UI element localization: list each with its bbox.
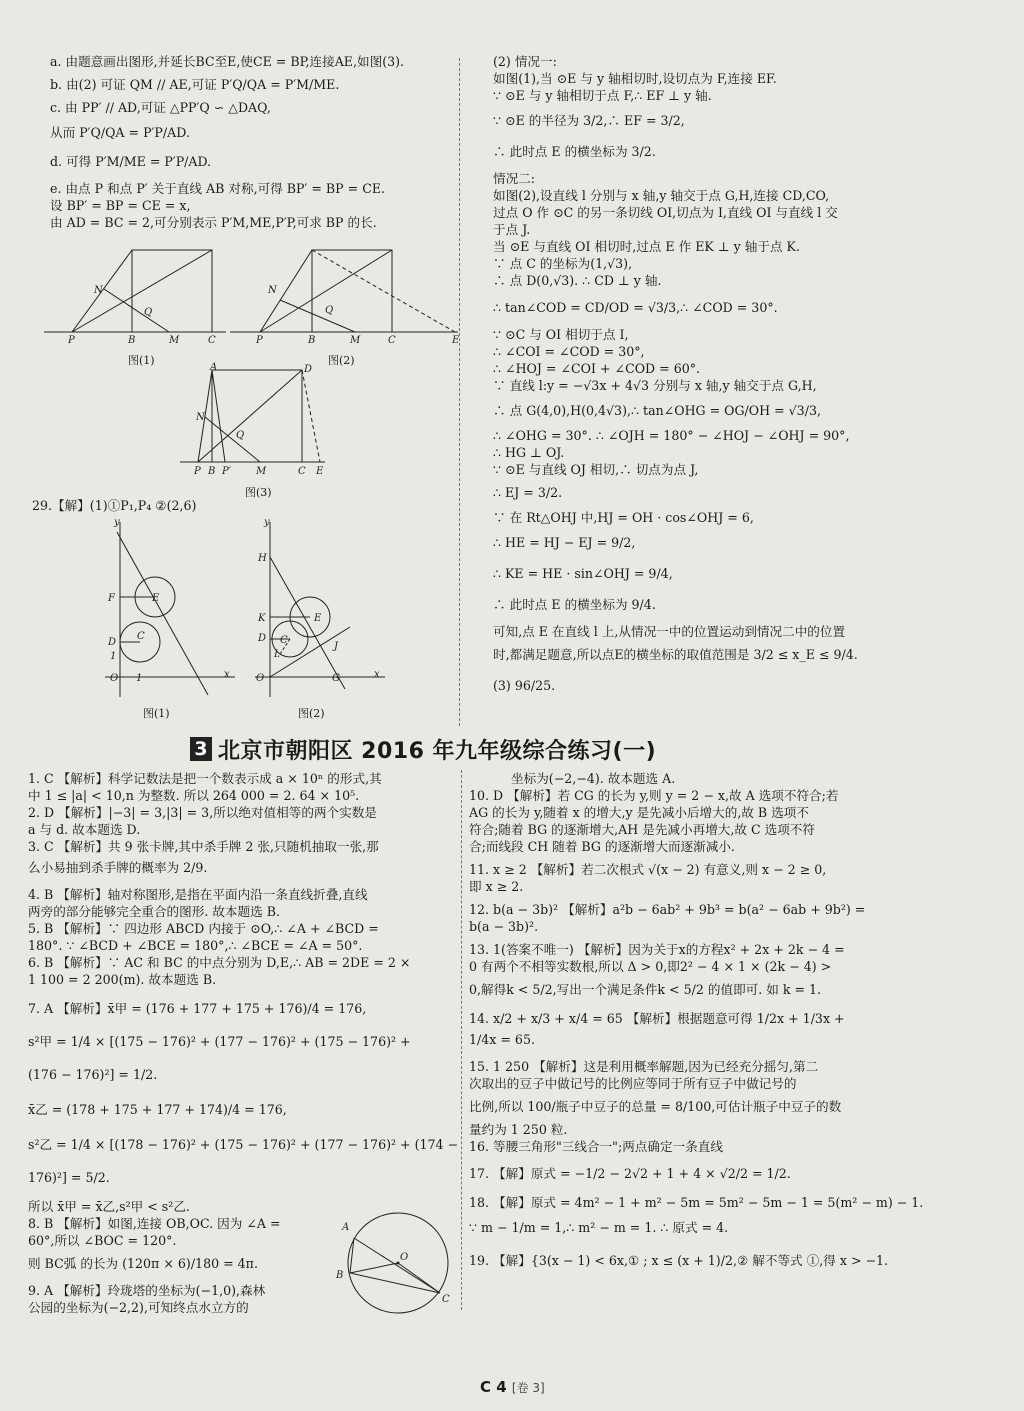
text-line: 19. 【解】{3(x − 1) < 6x,① ; x ≤ (x + 1)/2,② 解不等式 ①,得 x > −1.: [469, 1253, 889, 1268]
svg-text:C: C: [208, 335, 216, 345]
text-line: s²乙 = 1/4 × [(178 − 176)² + (175 − 176)² + (177 − 176)² + (174 −: [28, 1137, 459, 1152]
text-line: ∵ ⊙C 与 OI 相切于点 I,: [493, 327, 629, 342]
svg-text:K: K: [258, 613, 266, 624]
svg-text:O: O: [256, 673, 265, 684]
svg-text:Q: Q: [236, 430, 245, 441]
text-line: ∵ m − 1/m = 1,∴ m² − m = 1. ∴ 原式 = 4.: [469, 1220, 729, 1235]
text-line: (176 − 176)²] = 1/2.: [28, 1067, 158, 1082]
text-line: ∵ ⊙E 与 y 轴相切于点 F,∴ EF ⊥ y 轴.: [493, 88, 712, 103]
text-line: ∴ KE = HE · sin∠OHJ = 9/4,: [493, 566, 673, 581]
svg-text:E: E: [316, 466, 324, 477]
text-line: x̄乙 = (178 + 175 + 177 + 174)/4 = 176,: [28, 1102, 287, 1117]
section-number: 3: [190, 737, 212, 761]
text-line: ∴ 点 D(0,√3). ∴ CD ⊥ y 轴.: [493, 273, 662, 288]
text-line: d. 可得 P′M/ME = P′P/AD.: [50, 154, 212, 169]
text-line: 0 有两个不相等实数根,所以 Δ > 0,即2² − 4 × 1 × (2k − 4) >: [469, 959, 832, 974]
text-line: a. 由题意画出图形,并延长BC至E,使CE = BP,连接AE,如图(3).: [50, 54, 405, 69]
text-line: AG 的长为 y,随着 x 的增大,y 是先减小后增大的,故 B 选项不: [469, 805, 809, 820]
svg-text:M: M: [169, 335, 180, 345]
figure-caption: 图(2): [298, 707, 325, 720]
text-line: 176)²] = 5/2.: [28, 1170, 110, 1185]
text-line: ∵ 点 C 的坐标为(1,√3),: [493, 256, 633, 271]
svg-text:P: P: [256, 335, 263, 345]
svg-text:M: M: [256, 466, 267, 477]
circle-figure: [330, 1208, 460, 1320]
text-line: (3) 96/25.: [493, 678, 556, 693]
svg-text:F: F: [108, 593, 115, 604]
text-line: 次取出的豆子中做记号的比例应等同于所有豆子中做记号的: [469, 1076, 797, 1091]
text-line: ∴ ∠COI = ∠COD = 30°,: [493, 344, 645, 359]
text-line: 14. x/2 + x/3 + x/4 = 65 【解析】根据题意可得 1/2x + 1/3x +: [469, 1011, 845, 1026]
text-line: 情况二:: [493, 171, 536, 186]
text-line: 两旁的部分能够完全重合的图形. 故本题选 B.: [28, 904, 280, 919]
svg-text:A: A: [210, 362, 218, 373]
text-line: 可知,点 E 在直线 l 上,从情况一中的位置运动到情况二中的位置: [493, 624, 846, 639]
text-line: 于点 J.: [493, 222, 531, 237]
text-line: ∴ HG ⊥ OJ.: [493, 445, 565, 460]
coordinate-figure-2: [250, 517, 390, 702]
text-line: 即 x ≥ 2.: [469, 879, 524, 894]
section-banner: [190, 734, 656, 764]
svg-text:E: E: [452, 335, 460, 345]
svg-text:G: G: [332, 673, 340, 684]
text-line: ∴ ∠HOJ = ∠COI + ∠COD = 60°.: [493, 361, 701, 376]
text-line: ∵ 直线 l:y = −√3x + 4√3 分别与 x 轴,y 轴交于点 G,H,: [493, 378, 817, 393]
text-line: 比例,所以 100/瓶子中豆子的总量 = 8/100,可估计瓶子中豆子的数: [469, 1099, 842, 1114]
svg-text:C: C: [442, 1294, 450, 1305]
text-line: e. 由点 P 和点 P′ 关于直线 AB 对称,可得 BP′ = BP = CE.: [50, 181, 386, 196]
text-line: 15. 1 250 【解析】这是利用概率解题,因为已经充分摇匀,第二: [469, 1059, 819, 1074]
svg-text:B: B: [208, 466, 216, 477]
text-line: 5. B 【解析】∵ 四边形 ABCD 内接于 ⊙O,∴ ∠A + ∠BCD =: [28, 921, 379, 936]
svg-text:P: P: [68, 335, 75, 345]
text-line: 8. B 【解析】如图,连接 OB,OC. 因为 ∠A =: [28, 1216, 281, 1231]
text-line: 7. A 【解析】x̄甲 = (176 + 177 + 175 + 176)/4 = 176,: [28, 1001, 367, 1016]
svg-text:N: N: [94, 285, 103, 296]
text-line: 16. 等腰三角形"三线合一";两点确定一条直线: [469, 1139, 723, 1154]
text-line: (2) 情况一:: [493, 54, 557, 69]
right-top-text: [493, 53, 898, 694]
svg-text:D: D: [108, 637, 117, 648]
column-divider: [461, 770, 462, 1310]
text-line: ∵ ⊙E 的半径为 3/2,∴ EF = 3/2,: [493, 113, 685, 128]
text-line: 设 BP′ = BP = CE = x,: [50, 198, 191, 213]
text-line: 9. A 【解析】玲珑塔的坐标为(−1,0),森林: [28, 1283, 266, 1298]
text-line: 过点 O 作 ⊙C 的另一条切线 OI,切点为 I,直线 OI 与直线 l 交: [493, 205, 838, 220]
svg-text:C: C: [280, 635, 288, 646]
text-line: 18. 【解】原式 = 4m² − 1 + m² − 5m = 5m² − 5m − 1 = 5(m² − m) − 1.: [469, 1195, 924, 1210]
text-line: ∴ 此时点 E 的横坐标为 9/4.: [493, 597, 656, 612]
geometry-figure-1: [44, 245, 229, 345]
svg-text:y: y: [264, 517, 270, 528]
svg-text:1: 1: [136, 673, 143, 684]
svg-text:1: 1: [110, 651, 117, 662]
svg-text:C: C: [137, 631, 145, 642]
text-line: 合;而线段 CH 随着 BG 的逐渐增大而逐渐减小.: [469, 839, 735, 854]
text-line: 60°,所以 ∠BOC = 120°.: [28, 1233, 177, 1248]
text-line: 6. B 【解析】∵ AC 和 BC 的中点分别为 D,E,∴ AB = 2DE = 2 ×: [28, 955, 411, 970]
text-line: b. 由(2) 可证 QM // AE,可证 P′Q/QA = P′M/ME.: [50, 77, 340, 92]
text-line: c. 由 PP′ // AD,可证 △PP′Q ∽ △DAQ,: [50, 100, 271, 115]
left-top-text: [50, 53, 455, 231]
volume-label: [卷 3]: [511, 1381, 545, 1395]
text-line: ∴ HE = HJ − EJ = 9/2,: [493, 535, 636, 550]
text-line: ∵ ⊙E 与直线 OJ 相切,∴ 切点为点 J,: [493, 462, 699, 477]
text-line: 17. 【解】原式 = −1/2 − 2√2 + 1 + 4 × √2/2 = 1/2.: [469, 1166, 791, 1181]
text-line: 0,解得k < 5/2,写出一个满足条件k < 5/2 的值即可. 如 k = 1.: [469, 982, 822, 997]
text-line: 12. b(a − 3b)² 【解析】a²b − 6ab² + 9b³ = b(a² − 6ab + 9b²) =: [469, 902, 866, 917]
text-line: 13. 1(答案不唯一) 【解析】因为关于x的方程x² + 2x + 2k − 4 =: [469, 942, 845, 957]
svg-text:A: A: [342, 1222, 350, 1233]
text-line: 中 1 ≤ |a| < 10,n 为整数. 所以 264 000 = 2. 64 × 10⁵.: [28, 788, 360, 803]
svg-text:P: P: [194, 466, 201, 477]
text-line: ∴ tan∠COD = CD/OD = √3/3,∴ ∠COD = 30°.: [493, 300, 778, 315]
svg-text:Q: Q: [144, 307, 153, 318]
column-divider: [459, 58, 460, 726]
text-line: 29.【解】(1)①P₁,P₄ ②(2,6): [32, 498, 197, 513]
text-line: ∴ 此时点 E 的横坐标为 3/2.: [493, 144, 656, 159]
page-number: C 4: [480, 1378, 507, 1396]
text-line: 么小易抽到杀手牌的概率为 2/9.: [28, 860, 208, 875]
text-line: 时,都满足题意,所以点E的横坐标的取值范围是 3/2 ≤ x_E ≤ 9/4.: [493, 647, 858, 662]
figure-caption: 图(1): [143, 707, 170, 720]
text-line: 180°. ∵ ∠BCD + ∠BCE = 180°,∴ ∠BCE = ∠A = 50°.: [28, 938, 363, 953]
text-line: 如图(1),当 ⊙E 与 y 轴相切时,设切点为 F,连接 EF.: [493, 71, 777, 86]
svg-text:C: C: [388, 335, 396, 345]
svg-text:H: H: [258, 553, 267, 564]
text-line: 符合;随着 BG 的逐渐增大,AH 是先减小再增大,故 C 选项不符: [469, 822, 815, 837]
svg-text:M: M: [350, 335, 361, 345]
text-line: 从而 P′Q/QA = P′P/AD.: [50, 125, 190, 140]
text-line: 所以 x̄甲 = x̄乙,s²甲 < s²乙.: [28, 1199, 190, 1214]
text-line: 1. C 【解析】科学记数法是把一个数表示成 a × 10ⁿ 的形式,其: [28, 771, 382, 786]
svg-text:O: O: [400, 1252, 409, 1263]
coordinate-figure-1: [100, 517, 240, 702]
svg-text:x: x: [374, 669, 380, 680]
text-line: 如图(2),设直线 l 分别与 x 轴,y 轴交于点 G,H,连接 CD,CO,: [493, 188, 830, 203]
figure-caption: 图(3): [245, 486, 272, 499]
svg-text:E: E: [314, 613, 322, 624]
text-line: ∴ EJ = 3/2.: [493, 485, 563, 500]
figure-caption: 图(2): [328, 354, 355, 367]
question-29: [32, 497, 196, 514]
text-line: a 与 d. 故本题选 D.: [28, 822, 141, 837]
svg-text:N: N: [196, 412, 205, 423]
text-line: ∴ 点 G(4,0),H(0,4√3),∴ tan∠OHG = OG/OH = √3/3,: [493, 403, 821, 418]
text-line: 量约为 1 250 粒.: [469, 1122, 568, 1137]
section-title: 北京市朝阳区 2016 年九年级综合练习(一): [218, 738, 657, 764]
text-line: 由 AD = BC = 2,可分别表示 P′M,ME,P′P,可求 BP 的长.: [50, 215, 377, 230]
text-line: 2. D 【解析】|−3| = 3,|3| = 3,所以绝对值相等的两个实数是: [28, 805, 377, 820]
text-line: ∴ ∠OHG = 30°. ∴ ∠OJH = 180° − ∠HOJ − ∠OHJ = 90°,: [493, 428, 850, 443]
text-line: 公园的坐标为(−2,2),可知终点水立方的: [28, 1300, 249, 1315]
text-line: 4. B 【解析】轴对称图形,是指在平面内沿一条直线折叠,直线: [28, 887, 368, 902]
text-line: 坐标为(−2,−4). 故本题选 A.: [511, 771, 676, 786]
svg-text:P′: P′: [222, 466, 231, 477]
text-line: ∵ 在 Rt△OHJ 中,HJ = OH · cos∠OHJ = 6,: [493, 510, 754, 525]
figure-caption: 图(1): [128, 354, 155, 367]
svg-text:B: B: [128, 335, 136, 345]
svg-text:B: B: [336, 1270, 344, 1281]
svg-text:J: J: [334, 641, 339, 652]
svg-text:Q: Q: [325, 305, 334, 316]
text-line: s²甲 = 1/4 × [(175 − 176)² + (177 − 176)² + (175 − 176)² +: [28, 1034, 411, 1049]
text-line: 当 ⊙E 与直线 OI 相切时,过点 E 作 EK ⊥ y 轴于点 K.: [493, 239, 800, 254]
svg-text:y: y: [114, 517, 120, 528]
page-footer: [480, 1378, 545, 1396]
svg-text:I: I: [274, 649, 278, 660]
text-line: b(a − 3b)².: [469, 919, 539, 934]
svg-text:D: D: [258, 633, 267, 644]
text-line: 3. C 【解析】共 9 张卡牌,其中杀手牌 2 张,只随机抽取一张,那: [28, 839, 379, 854]
geometry-figure-3: [180, 362, 330, 480]
svg-text:E: E: [152, 593, 160, 604]
text-line: 1 100 = 2 200(m). 故本题选 B.: [28, 972, 217, 987]
svg-text:C: C: [298, 466, 306, 477]
text-line: 则 BC弧 的长为 (120π × 6)/180 = 4π.: [28, 1256, 258, 1271]
svg-text:B: B: [308, 335, 316, 345]
svg-text:N: N: [268, 285, 277, 296]
svg-text:D: D: [304, 364, 313, 375]
text-line: 11. x ≥ 2 【解析】若二次根式 √(x − 2) 有意义,则 x − 2 ≥ 0,: [469, 862, 827, 877]
geometry-figure-2: [230, 245, 460, 345]
svg-text:x: x: [224, 669, 230, 680]
text-line: 10. D 【解析】若 CG 的长为 y,则 y = 2 − x,故 A 选项不符合;若: [469, 788, 839, 803]
svg-text:O: O: [110, 673, 119, 684]
bottom-right-answers: [469, 770, 924, 1269]
text-line: 1/4x = 65.: [469, 1032, 535, 1047]
